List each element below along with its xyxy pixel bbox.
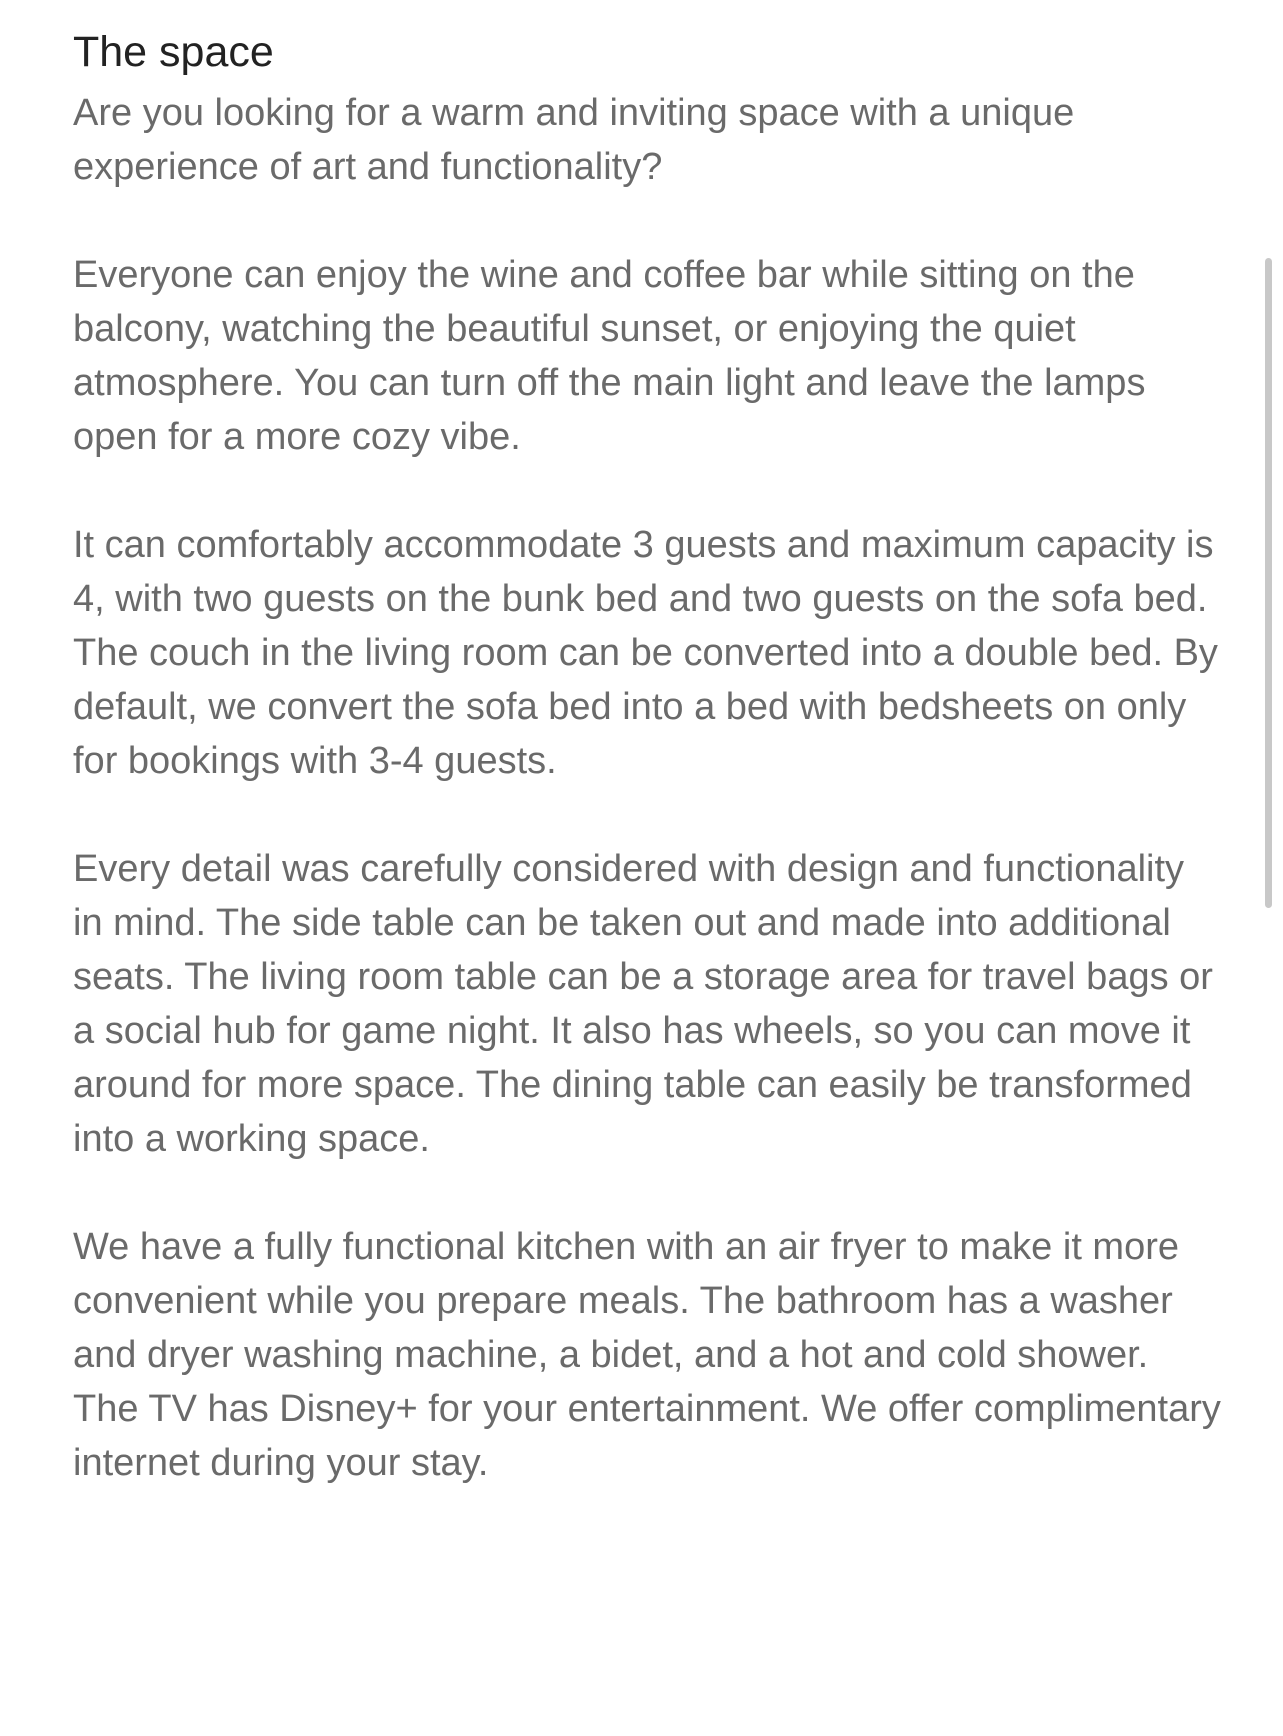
- description-paragraph-amenities: We have a fully functional kitchen with an air fryer to make it more convenient while you prepare meals. The bathroom has a washer and dryer washing machine, a bidet, and a hot and cold shower. The TV has Disney+ for your entertainment. We offer complimentary internet during your stay.: [73, 1226, 1221, 1484]
- description-paragraph-intro: Are you looking for a warm and inviting space with a unique experience of art and functionality?: [73, 92, 1075, 188]
- vertical-scrollbar[interactable]: [1265, 258, 1272, 908]
- description-paragraph-capacity: It can comfortably accommodate 3 guests and maximum capacity is 4, with two guests on the bunk bed and two guests on the sofa bed. The couch in the living room can be converted into a double bed. By default, we convert the sofa bed into a bed with bedsheets on only for bookings with 3-4 guests.: [73, 524, 1218, 782]
- description-paragraph-ambience: Everyone can enjoy the wine and coffee bar while sitting on the balcony, watching the beautiful sunset, or enjoying the quiet atmosphere. You can turn off the main light and leave the lamps open for a more cozy vibe.: [73, 254, 1146, 458]
- section-title: The space: [73, 28, 274, 76]
- listing-description: [73, 22, 1223, 1544]
- description-paragraph-design: Every detail was carefully considered with design and functionality in mind. The side table can be taken out and made into additional seats. The living room table can be a storage area for travel bags or a social hub for game night. It also has wheels, so you can move it around for more space. The dining table can easily be transformed into a working space.: [73, 848, 1213, 1160]
